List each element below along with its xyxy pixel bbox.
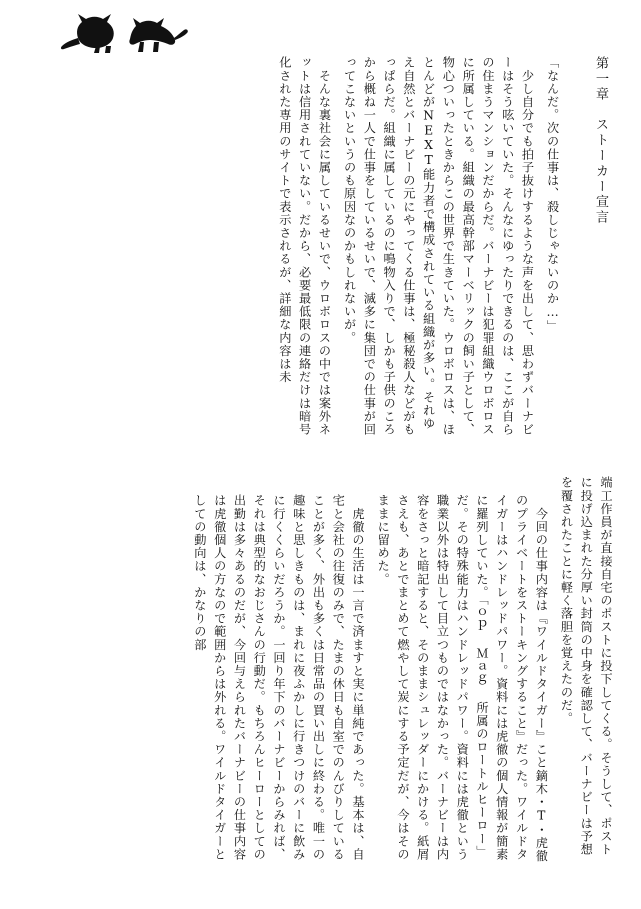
body-column-3: そんな裏社会に属しているせいで、ウロボロスの中では案外ネットは信用されていない。だから、必要最低限の連絡だけは暗号化された専用のサイトで表示されるが、詳細な内容は未: [277, 56, 332, 436]
top-text-block: [269, 56, 615, 441]
body-column-2: 少し自分でも拍子抜けするような声を出して、思わずバーナビーはそう呟いていた。そんなにゆったりできるのは、ここが自らの住まうマンションだからだ。バーナビーは犯罪組織ウロボロスに所属している。組織の最高幹部マーベリックの飼い子として、物心ついったときからこの世界で生きていた。ウロボロスは、ほとんどがNEXT能力者で構成されている組織が多い。それゆえ自然とバーナビーの元にやってくる仕事は、極秘殺人などがもっぱらだ。組織に属しているのに鳴物入りで、しかも子供のころから概ね一人で仕事をしているせいで、滅多に集団での仕事が回ってこないというのも原因なのかもしれないが。: [342, 56, 535, 436]
body-column-6: 虎徹の生活は一言で済ますと実に単純であった。基本は、自宅と会社の往復のみで、たまの休日も自室でのんびりしていることが多く、外出も多くは日常品の買い出しに終わる。唯一の趣味と思しきものは、まれに夜ふかしに行きつけのバーに飲みに行くくらいだろうか。一回り年下のバーナビーからみれば、それは典型的なおじさんの行動だ。もちろんヒーローとしての出勤は多々あるのだが、今回与えられたバーナビーの仕事内容は虎徹個人の方なので範囲からは外れる。ワイルドタイガーとしての動向は、かなりの部: [192, 494, 366, 861]
cat-silhouette-icon: [58, 12, 188, 54]
chapter-title: 第一章 ストーカー宣言: [593, 56, 608, 226]
body-column-4: 端工作員が直接自宅のポストに投下してくる。そうして、ポストに投げ込まれた分厚い封筒の中身を確認して、バーナビーは予想を覆されたことに軽く落胆を覚えたのだ。: [559, 476, 613, 856]
body-column-1: 「なんだ。次の仕事は、殺しじゃないのか…」: [545, 56, 560, 333]
bottom-text-block: [184, 476, 615, 866]
body-column-5: 今回の仕事内容は『ワイルドタイガー』こと鏑木・T・虎徹のプライベートをストーキングすること』だった。ワイルドタイガーはハンドレッドパワー。資料には虎徹の個人情報が簡素に羅列していた。「ｏｐ Ｍａｇ 所属のロートルヒーロー」だ。その特殊能力はハンドレッドパワー。資料には虎徹という職業以外は特出して目立つものではなかった。バーナビーは内容をさっと暗記すると、そのままシュレッダーにかける。紙屑さえも、あとでまとめて燃やして炭にする予定だが、今はそのままに留めた。: [376, 494, 549, 863]
